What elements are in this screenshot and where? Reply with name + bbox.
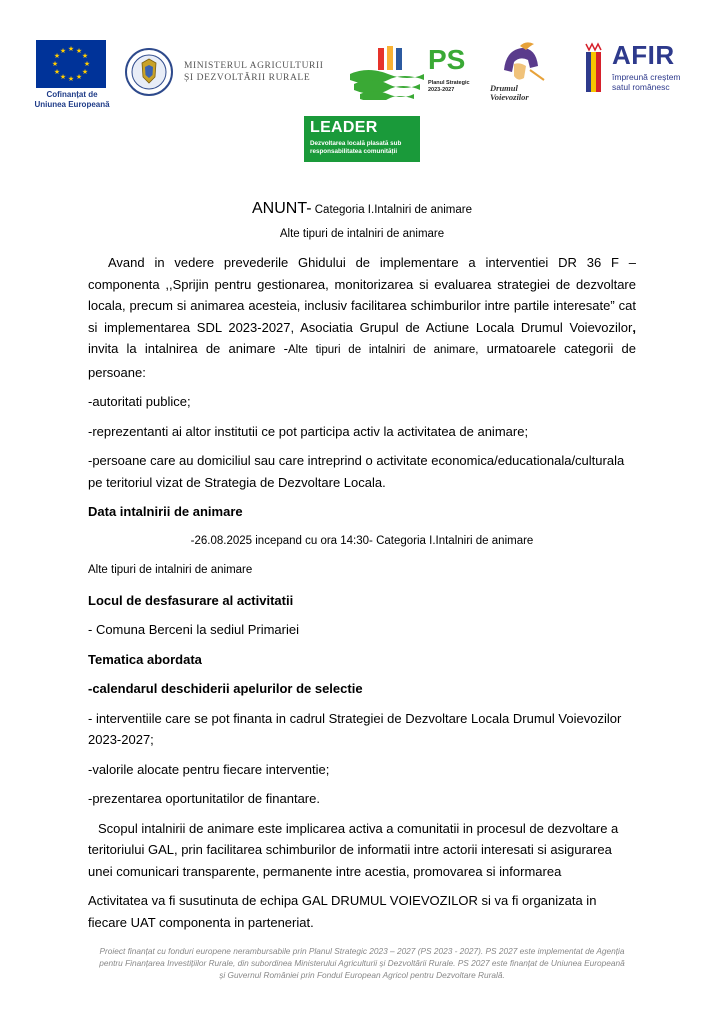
svg-text:★: ★ [81, 52, 89, 60]
date-heading: Data intalnirii de animare [88, 504, 243, 519]
ministry-name: MINISTERUL AGRICULTURII ȘI DEZVOLTĂRII RURALE [184, 61, 324, 83]
topic-item: - interventiile care se pot finanta in cadrul Strategiei de Dezvoltare Locala Drumul Voievozilor 2023-2027; [88, 710, 622, 747]
afir-mark: AFIR [612, 40, 675, 70]
announcement-title [88, 200, 636, 218]
svg-text:★: ★ [59, 73, 67, 81]
afir-logo [580, 40, 692, 100]
scope-paragraph: Scopul intalnirii de animare este implicarea activa a comunitatii in procesul de dezvoltare a teritoriului GAL, prin facilitarea schimburilor de informatii intre actorii interesati si asigurarea unei comunicari transparente, permanente intre acestia, promovarea si informarea [88, 820, 619, 879]
funding-footer: Proiect finanțat cu fonduri europene nerambursabile prin Planul Strategic 2023 – 2027 (PS 2023 - 2027). PS 2027 este implementat de Agenția pentru Finanțarea Investițiilor Rurale, din subordinea Ministerului Agriculturii și Dezvoltării Rurale. PS 2027 este finanțat de Uniunea Europeană și Guvernul României prin Fondul European Agricol pentru Dezvoltare Rurală. [99, 946, 625, 980]
svg-text:★: ★ [51, 60, 59, 68]
afir-flag-icon [580, 40, 610, 96]
topic-item: -calendarul deschiderii apelurilor de selectie [88, 681, 363, 696]
leader-subtitle: Dezvoltarea locală plasată sub responsabilitatea comunității [310, 140, 402, 155]
leader-mark: LEADER [310, 119, 378, 136]
svg-text:★: ★ [81, 68, 89, 76]
ps-stripes-icon [348, 44, 426, 100]
logo-bar [0, 0, 724, 120]
meeting-type: Alte tipuri de intalniri de animare [88, 564, 253, 576]
topics-heading: Tematica abordata [88, 651, 202, 667]
closing-paragraph: Activitatea va fi susutinuta de echipa GAL DRUMUL VOIEVOZILOR si va fi organizata in fiecare UAT componenta in parteneriat. [88, 893, 597, 930]
government-seal-icon [124, 47, 174, 102]
announcement-subtitle: Alte tipuri de intalniri de animare [279, 228, 445, 240]
location-heading: Locul de desfasurare al activitatii [88, 592, 294, 608]
title-main: ANUNT- [251, 200, 312, 217]
topic-item: -valorile alocate pentru fiecare interventie; [88, 761, 330, 777]
intro-paragraph: Avand in vedere prevederile Ghidului de implementare a interventiei DR 36 F – componenta ,,Sprijin pentru gestionarea, monitorizarea si evaluarea strategiei de dezvoltare locala, precum si animarea acesteia, inclusiv facilitarea schimburilor intre partile interesate” cat si implementarea SDL 2023-2027, Asociatia Grupul de Actiune Locala Drumul Voievozilor, invita la intalnirea de animare -Alte tipuri de intalniri de animare, urmatoarele categorii de persoane: [88, 255, 636, 380]
eu-flag-icon [36, 40, 106, 88]
topic-item: -prezentarea oportunitatilor de finantare. [88, 791, 320, 806]
afir-tagline: împreună creștem satul românesc [612, 72, 681, 92]
eu-logo [32, 40, 108, 112]
svg-text:★: ★ [59, 47, 67, 55]
announcement-body [88, 196, 636, 933]
svg-text:★: ★ [67, 45, 75, 53]
svg-text:★: ★ [75, 47, 83, 55]
gal-name: Drumul Voievozilor [490, 83, 529, 102]
ps-mark: PS [428, 44, 466, 75]
category-item: -autoritati publice; [88, 394, 191, 409]
eu-caption: Cofinanțat de Uniunea Europeană [34, 90, 110, 109]
category-item: -reprezentanti ai altor institutii ce pot participa activ la activitatea de animare; [88, 423, 529, 439]
svg-text:★: ★ [83, 60, 91, 68]
ps-subtitle: Planul Strategic 2023-2027 [428, 80, 470, 93]
date-value: -26.08.2025 incepand cu ora 14:30- Categoria I.Intalniri de animare [190, 534, 534, 547]
leader-logo [304, 116, 420, 162]
svg-text:★: ★ [67, 75, 75, 83]
location-value: - Comuna Berceni la sediul Primariei [88, 622, 299, 637]
warrior-helmet-icon [490, 40, 550, 84]
ps-logo [348, 44, 476, 100]
category-item: -persoane care au domiciliul sau care intreprind o activitate economica/educationala/culturala pe teritoriul vizat de Strategia de Dezvoltare Locala. [88, 453, 625, 490]
svg-text:★: ★ [53, 52, 61, 60]
gal-logo [490, 40, 556, 104]
title-category: Categoria I.Intalniri de animare [311, 204, 472, 216]
svg-text:★: ★ [75, 73, 83, 81]
svg-text:★: ★ [53, 68, 61, 76]
